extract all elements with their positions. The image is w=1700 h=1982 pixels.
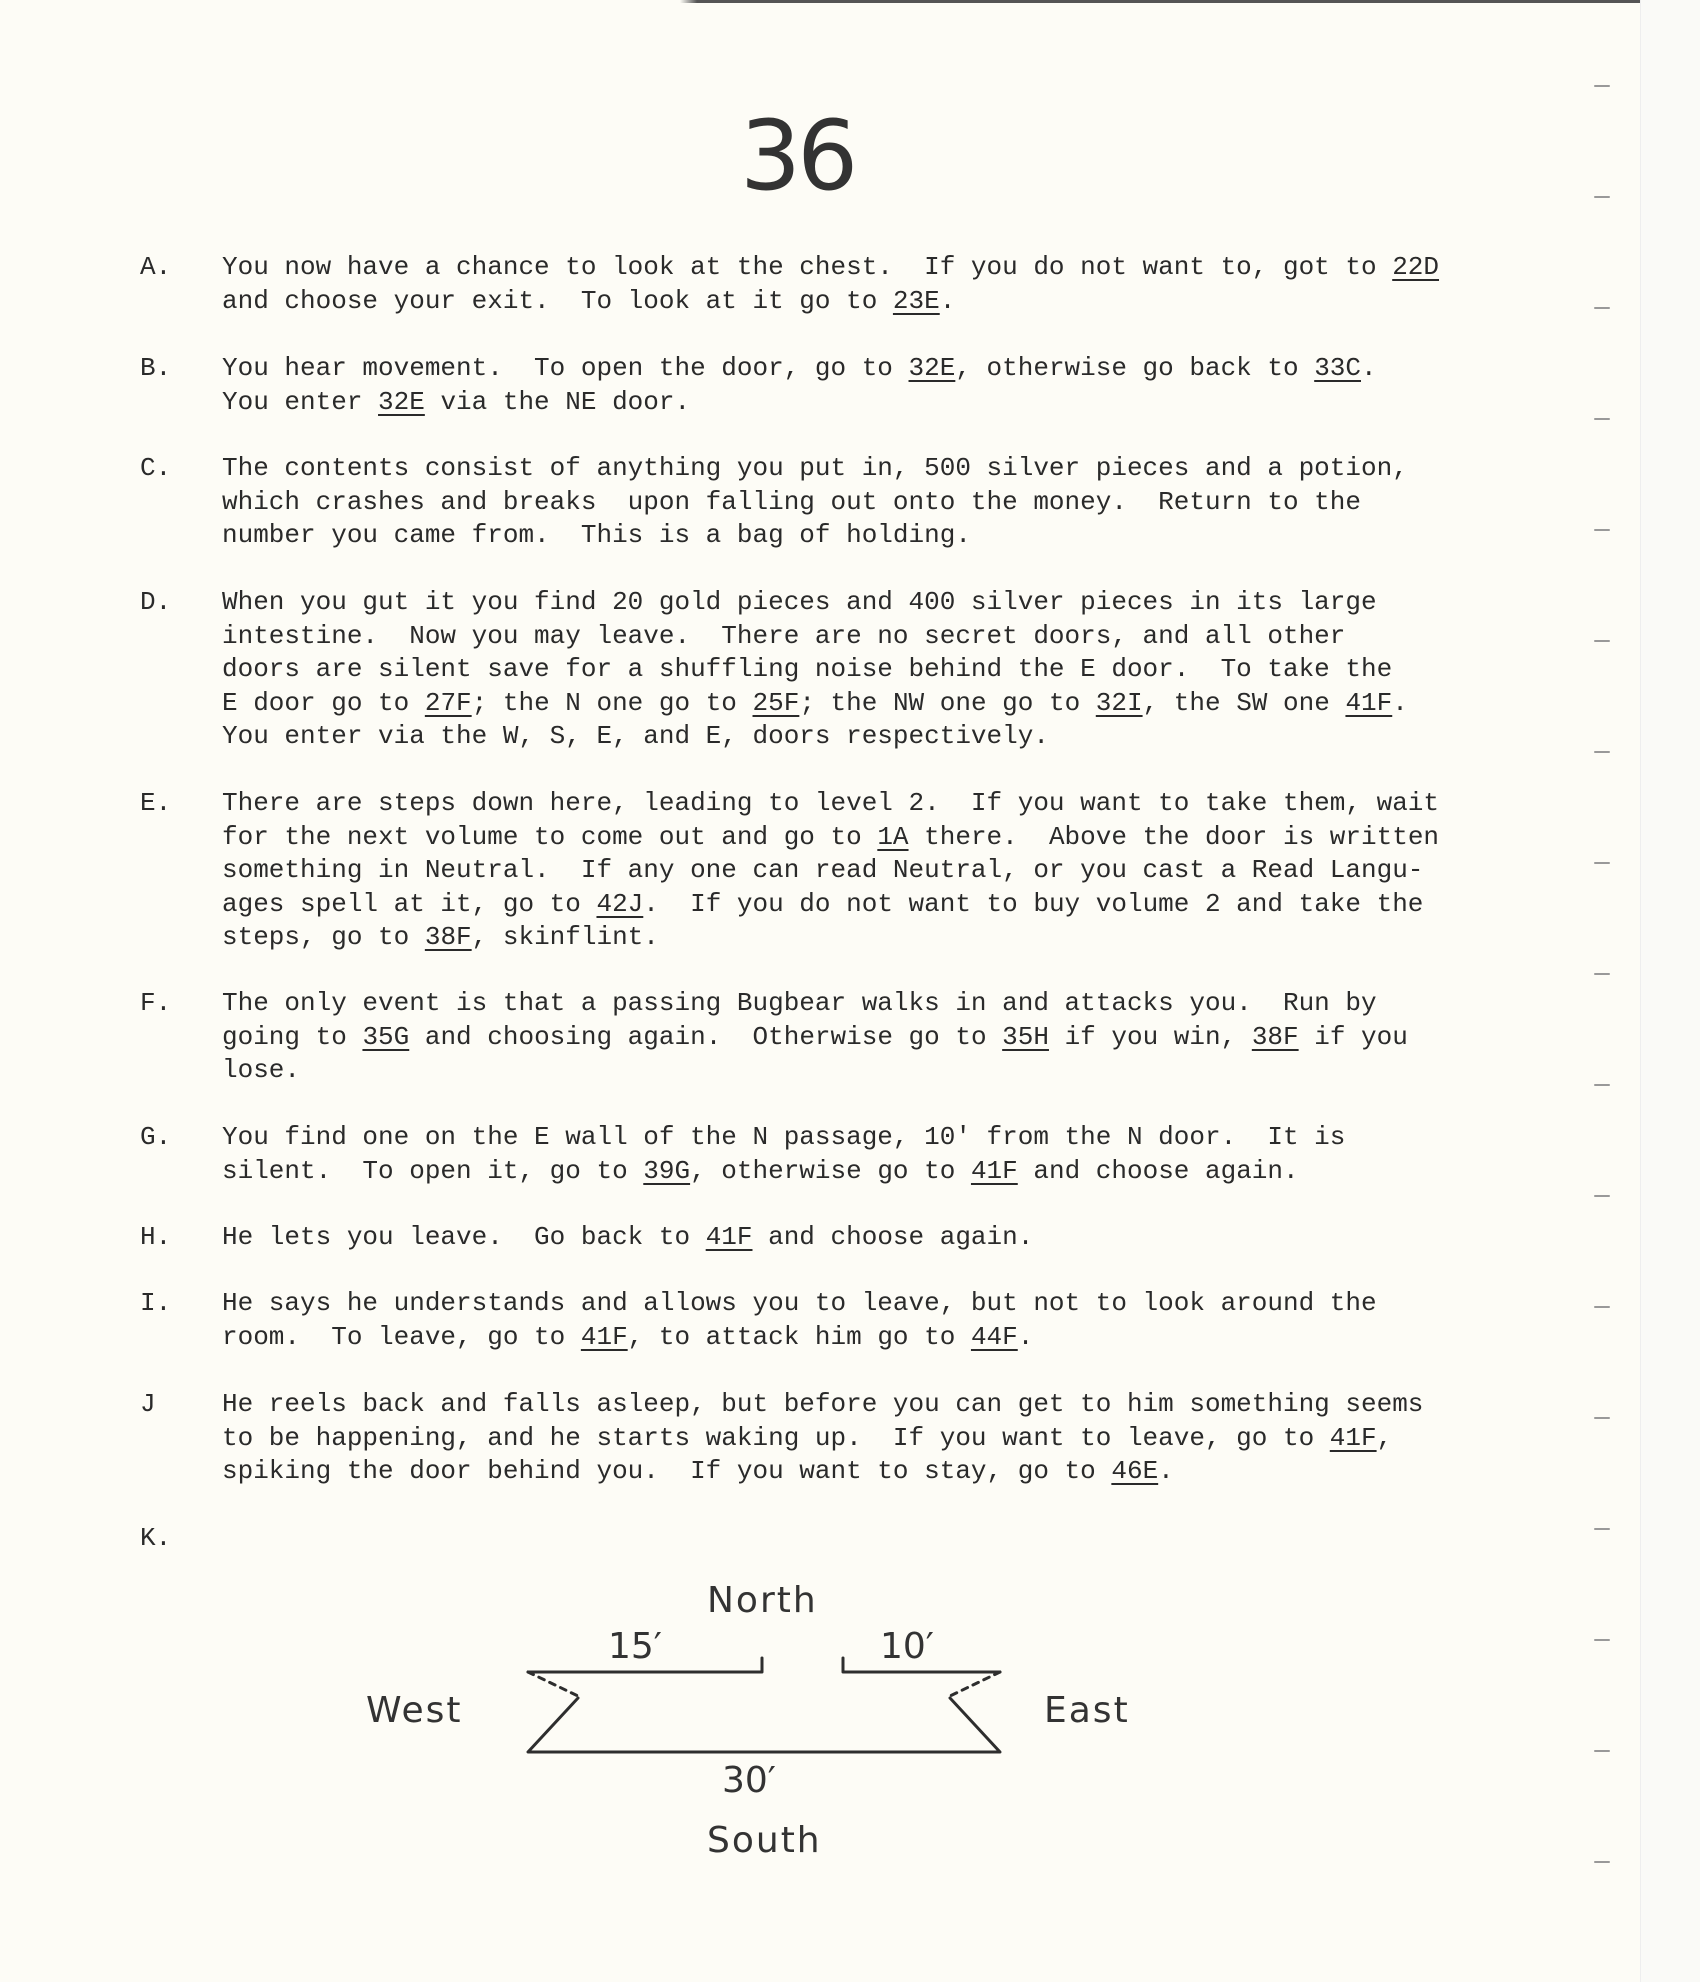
page-reference[interactable]: 32I	[1095, 687, 1143, 718]
text-run: .	[1361, 353, 1377, 383]
diagram-label-north: North	[707, 1580, 818, 1621]
diagram-label-south: South	[707, 1820, 822, 1861]
page-reference[interactable]: 23E	[892, 285, 940, 316]
page-top-edge	[0, 0, 1700, 3]
page-reference[interactable]: 41F	[970, 1155, 1018, 1186]
text-line	[222, 687, 1682, 721]
page-reference[interactable]: 41F	[1329, 1422, 1377, 1453]
entry-text	[222, 352, 1682, 419]
entry-text	[222, 1287, 1682, 1354]
diagram-dim-ne: 10′	[880, 1626, 934, 1667]
text-run: doors are silent save for a shuffling noise behind the E door. To take the	[222, 654, 1393, 684]
text-run: and choose again.	[1017, 1155, 1299, 1186]
text-line	[222, 519, 1682, 553]
page-reference[interactable]: 41F	[1345, 687, 1393, 718]
entry-letter: E.	[140, 788, 172, 818]
text-run: The only event is that a passing Bugbear walks in and attacks you. Run by	[222, 988, 1377, 1018]
text-run: ; the NW one go to	[799, 687, 1096, 718]
page-reference[interactable]: 35G	[362, 1021, 410, 1052]
text-run: When you gut it you find 20 gold pieces and 400 silver pieces in its large	[222, 587, 1377, 617]
page-reference[interactable]: 27F	[424, 687, 472, 718]
text-run: You enter	[222, 386, 379, 417]
diagram-label-west: West	[366, 1690, 463, 1731]
text-line	[222, 1021, 1682, 1055]
text-run: , otherwise go to	[690, 1155, 971, 1186]
text-run: You find one on the E wall of the N passage, 10' from the N door. It is	[222, 1122, 1346, 1152]
entry-letter: A.	[140, 252, 172, 282]
text-run: You now have a chance to look at the chest. If you do not want to, got to	[222, 252, 1393, 282]
text-line	[222, 1054, 1682, 1088]
page-reference[interactable]: 39G	[643, 1155, 691, 1186]
text-run: E door go to	[222, 687, 425, 718]
text-run: intestine. Now you may leave. There are no secret doors, and all other	[222, 620, 1346, 651]
page-reference[interactable]: 22D	[1392, 252, 1440, 282]
punch-mark	[1594, 1195, 1610, 1197]
text-run: .	[939, 285, 956, 316]
entry-text	[222, 1221, 1682, 1255]
text-line	[222, 1287, 1682, 1321]
entry-text	[222, 987, 1682, 1088]
punch-mark	[1594, 1639, 1610, 1641]
diagram-dim-nw: 15′	[608, 1626, 662, 1667]
entry-text	[222, 787, 1682, 955]
text-line	[222, 787, 1682, 821]
punch-mark	[1594, 1750, 1610, 1752]
punch-mark	[1594, 973, 1610, 975]
text-line	[222, 486, 1682, 520]
text-run: You enter via the W, S, E, and E, doors respectively.	[222, 721, 1049, 751]
punch-mark	[1594, 1528, 1610, 1530]
text-run: ages spell at it, go to	[222, 888, 597, 919]
page-reference[interactable]: 41F	[705, 1222, 753, 1252]
text-run: .	[1392, 687, 1408, 718]
entry-letter: D.	[140, 587, 172, 617]
entry-letter: F.	[140, 988, 172, 1018]
page-reference[interactable]: 32E	[378, 386, 425, 417]
text-run: there. Above the door is written	[908, 821, 1440, 852]
text-run: which crashes and breaks upon falling out onto the money. Return to the	[222, 486, 1361, 517]
punch-mark	[1594, 196, 1610, 198]
diagram-dim-south: 30′	[722, 1760, 776, 1801]
text-run: You hear movement. To open the door, go to	[222, 353, 909, 383]
text-line	[222, 720, 1682, 754]
page-reference[interactable]: 38F	[424, 922, 472, 952]
text-line	[222, 1121, 1682, 1155]
entry-letter: B.	[140, 353, 172, 383]
page-number: 36	[740, 100, 855, 212]
entry-letter: K.	[140, 1523, 172, 1553]
page-reference[interactable]: 42J	[596, 888, 644, 919]
text-run: .	[1158, 1456, 1174, 1486]
text-line	[222, 1422, 1682, 1456]
page-reference[interactable]: 35H	[1002, 1021, 1049, 1052]
text-run: The contents consist of anything you put in, 500 silver pieces and a potion,	[222, 453, 1408, 483]
text-run: .	[1017, 1321, 1034, 1352]
entry-text	[222, 452, 1682, 553]
page-reference[interactable]: 46E	[1111, 1456, 1159, 1486]
entry-letter: G.	[140, 1122, 172, 1152]
text-line	[222, 653, 1682, 687]
page-reference[interactable]: 1A	[877, 821, 909, 852]
text-run: silent. To open it, go to	[222, 1155, 644, 1186]
text-run: if you win,	[1048, 1021, 1252, 1052]
text-line	[222, 1321, 1682, 1355]
page-reference[interactable]: 41F	[580, 1321, 628, 1352]
text-run: going to	[222, 1021, 363, 1052]
text-line	[222, 1155, 1682, 1189]
text-line	[222, 586, 1682, 620]
text-run: room. To leave, go to	[222, 1321, 581, 1352]
punch-mark	[1594, 1861, 1610, 1863]
room-door-east	[950, 1672, 1000, 1696]
text-run: He reels back and falls asleep, but before you can get to him something seems	[222, 1389, 1424, 1419]
text-run: spiking the door behind you. If you want to stay, go to	[222, 1456, 1112, 1486]
text-run: number you came from. This is a bag of holding.	[222, 520, 971, 550]
diagram-label-east: East	[1044, 1690, 1130, 1731]
entry-letter: J	[140, 1389, 156, 1419]
entry-letter: C.	[140, 453, 172, 483]
text-line	[222, 352, 1682, 386]
entry-letter: I.	[140, 1288, 172, 1318]
text-run: ,	[1376, 1422, 1393, 1453]
text-run: , the SW one	[1142, 687, 1346, 718]
entry-text	[222, 1388, 1682, 1489]
text-run: steps, go to	[222, 922, 425, 952]
text-line	[222, 1388, 1682, 1422]
text-run: and choosing again. Otherwise go to	[409, 1021, 1003, 1052]
text-run: for the next volume to come out and go to	[222, 821, 878, 852]
text-line	[222, 452, 1682, 486]
text-run: , skinflint.	[471, 922, 659, 952]
entry-text	[222, 251, 1682, 318]
text-run: something in Neutral. If any one can read Neutral, or you cast a Read Langu-	[222, 855, 1424, 885]
text-run: via the NE door.	[424, 386, 691, 417]
entry-letter: H.	[140, 1222, 172, 1252]
text-line	[222, 1221, 1682, 1255]
page-reference[interactable]: 33C	[1314, 353, 1361, 383]
text-run: There are steps down here, leading to level 2. If you want to take them, wait	[222, 788, 1439, 818]
entry-text	[222, 586, 1682, 754]
room-wall-west	[528, 1698, 1000, 1752]
room-door-west	[528, 1672, 578, 1696]
text-run: He lets you leave. Go back to	[222, 1222, 706, 1252]
text-line	[222, 987, 1682, 1021]
text-run: lose.	[222, 1055, 301, 1085]
text-line	[222, 285, 1682, 319]
text-run: and choose your exit. To look at it go to	[222, 285, 893, 316]
text-run: . If you do not want to buy volume 2 and take the	[643, 888, 1424, 919]
page-reference[interactable]: 38F	[1251, 1021, 1299, 1052]
text-line	[222, 251, 1682, 285]
punch-mark	[1594, 85, 1610, 87]
text-run: He says he understands and allows you to leave, but not to look around the	[222, 1288, 1377, 1318]
text-line	[222, 620, 1682, 654]
text-line	[222, 921, 1682, 955]
entry-text	[222, 1121, 1682, 1188]
page-reference[interactable]: 32E	[908, 353, 956, 383]
text-run: ; the N one go to	[471, 687, 753, 718]
page-reference[interactable]: 25F	[752, 687, 800, 718]
text-run: and choose again.	[752, 1222, 1034, 1252]
text-run: , to attack him go to	[627, 1321, 971, 1352]
text-line	[222, 1455, 1682, 1489]
text-line	[222, 386, 1682, 420]
text-line	[222, 888, 1682, 922]
text-run: if you	[1298, 1021, 1408, 1052]
page-reference[interactable]: 44F	[970, 1321, 1018, 1352]
text-run: , otherwise go back to	[955, 353, 1315, 383]
text-line	[222, 821, 1682, 855]
text-run: to be happening, and he starts waking up. If you want to leave, go to	[222, 1422, 1330, 1453]
text-line	[222, 854, 1682, 888]
